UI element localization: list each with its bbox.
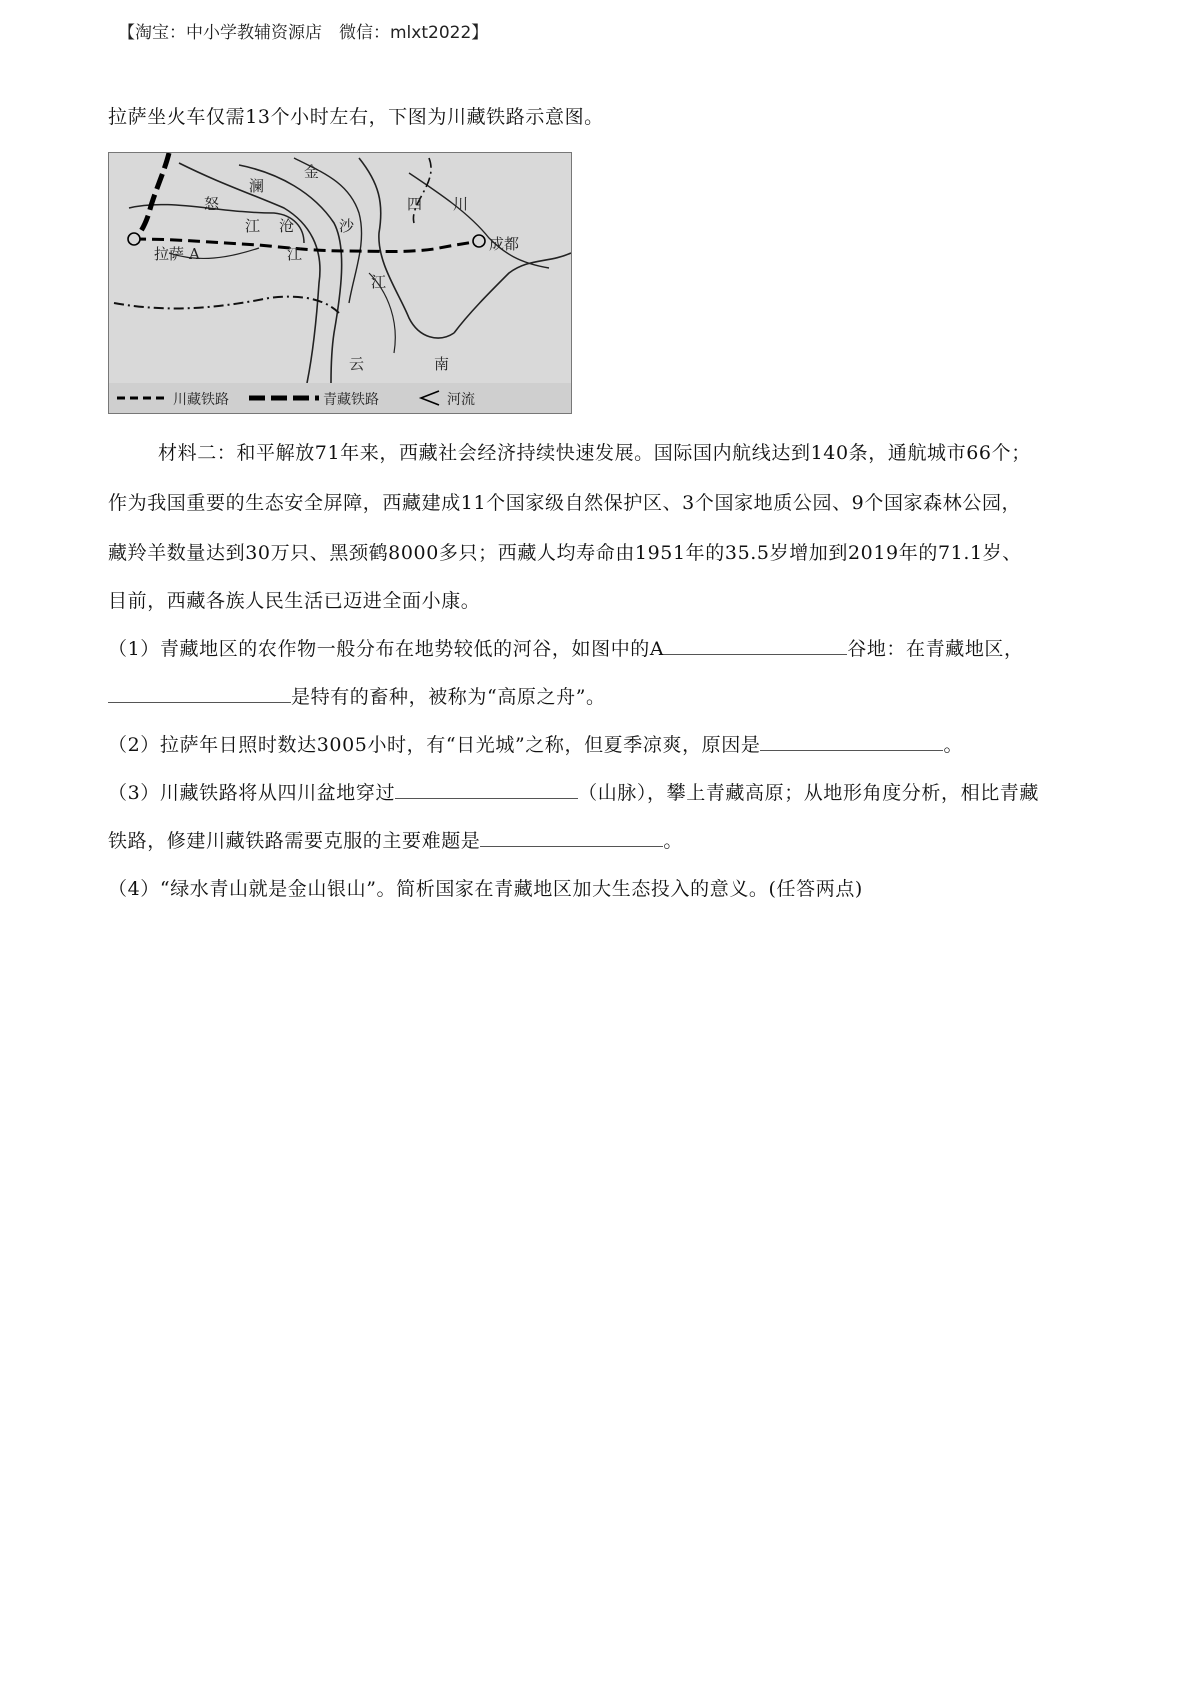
map-label-chengdu: 成都 xyxy=(489,235,520,253)
map-label-cang: 沧 xyxy=(279,217,295,235)
map-legend xyxy=(109,383,571,413)
question-3-blank-b[interactable] xyxy=(480,828,663,847)
question-3-line-2 xyxy=(108,826,683,853)
legend-river: 河流 xyxy=(447,392,475,408)
question-1-text-b: 谷地：在青藏地区， xyxy=(847,638,1024,660)
question-2-end: 。 xyxy=(943,734,964,756)
map-label-yun: 云 xyxy=(349,355,365,373)
map-label-a: A xyxy=(189,245,200,263)
material2-line-3: 藏羚羊数量达到30万只、黑颈鹤8000多只；西藏人均寿命由1951年的35.5岁增加到2019年的71.1岁、 xyxy=(108,542,1022,564)
question-1-line-1 xyxy=(108,634,1024,661)
question-3-text-a: （3）川藏铁路将从四川盆地穿过 xyxy=(108,782,396,804)
question-2-line xyxy=(108,730,963,757)
material2-line-4: 目前，西藏各族人民生活已迈进全面小康。 xyxy=(108,590,481,612)
material2-line-2: 作为我国重要的生态安全屏障，西藏建成11个国家级自然保护区、3个国家地质公园、9个国家森林公园， xyxy=(108,492,1022,514)
intro-line: 拉萨坐火车仅需13个小时左右，下图为川藏铁路示意图。 xyxy=(108,106,604,128)
material2-line-1: 材料二：和平解放71年来，西藏社会经济持续快速发展。国际国内航线达到140条，通航城市66个； xyxy=(158,442,1031,464)
question-4-line: （4）“绿水青山就是金山银山”。简析国家在青藏地区加大生态投入的意义。(任答两点) xyxy=(108,878,863,900)
map-drawing xyxy=(109,153,571,383)
map-label-lan: 澜 xyxy=(249,177,265,195)
question-1-text-c: 是特有的畜种，被称为“高原之舟”。 xyxy=(291,686,606,708)
railway-map xyxy=(108,152,572,414)
map-label-jinsha-jiang: 江 xyxy=(371,273,387,291)
question-1-blank-b[interactable] xyxy=(108,684,291,703)
map-label-nan: 南 xyxy=(434,355,450,373)
map-label-lasa: 拉萨 xyxy=(154,245,185,263)
question-2-text: （2）拉萨年日照时数达3005小时，有“日光城”之称，但夏季凉爽，原因是 xyxy=(108,734,761,756)
map-label-nu: 怒 xyxy=(204,195,220,213)
map-label-jin: 金 xyxy=(304,163,320,181)
question-3-line-1 xyxy=(108,778,1039,805)
question-1-line-2 xyxy=(108,682,606,709)
question-2-blank[interactable] xyxy=(760,732,943,751)
map-label-nu-jiang: 江 xyxy=(245,217,261,235)
question-3-end: 。 xyxy=(663,830,684,852)
question-3-text-c: 铁路，修建川藏铁路需要克服的主要难题是 xyxy=(108,830,481,852)
question-1-text-a: （1）青藏地区的农作物一般分布在地势较低的河谷，如图中的A xyxy=(108,638,665,660)
page-header: 【淘宝：中小学教辅资源店 微信：mlxt2022】 xyxy=(118,23,489,43)
map-label-sha: 沙 xyxy=(339,217,355,235)
question-1-blank-a[interactable] xyxy=(664,636,847,655)
legend-chuanzang-railway: 川藏铁路 xyxy=(173,392,229,408)
map-label-si: 四 xyxy=(407,195,423,213)
question-3-blank-a[interactable] xyxy=(395,780,578,799)
map-label-chuan: 川 xyxy=(453,195,469,213)
map-label-lancang-jiang: 江 xyxy=(287,245,303,263)
legend-qingzang-railway: 青藏铁路 xyxy=(323,392,379,408)
question-3-text-b: （山脉），攀上青藏高原；从地形角度分析，相比青藏 xyxy=(578,782,1039,804)
